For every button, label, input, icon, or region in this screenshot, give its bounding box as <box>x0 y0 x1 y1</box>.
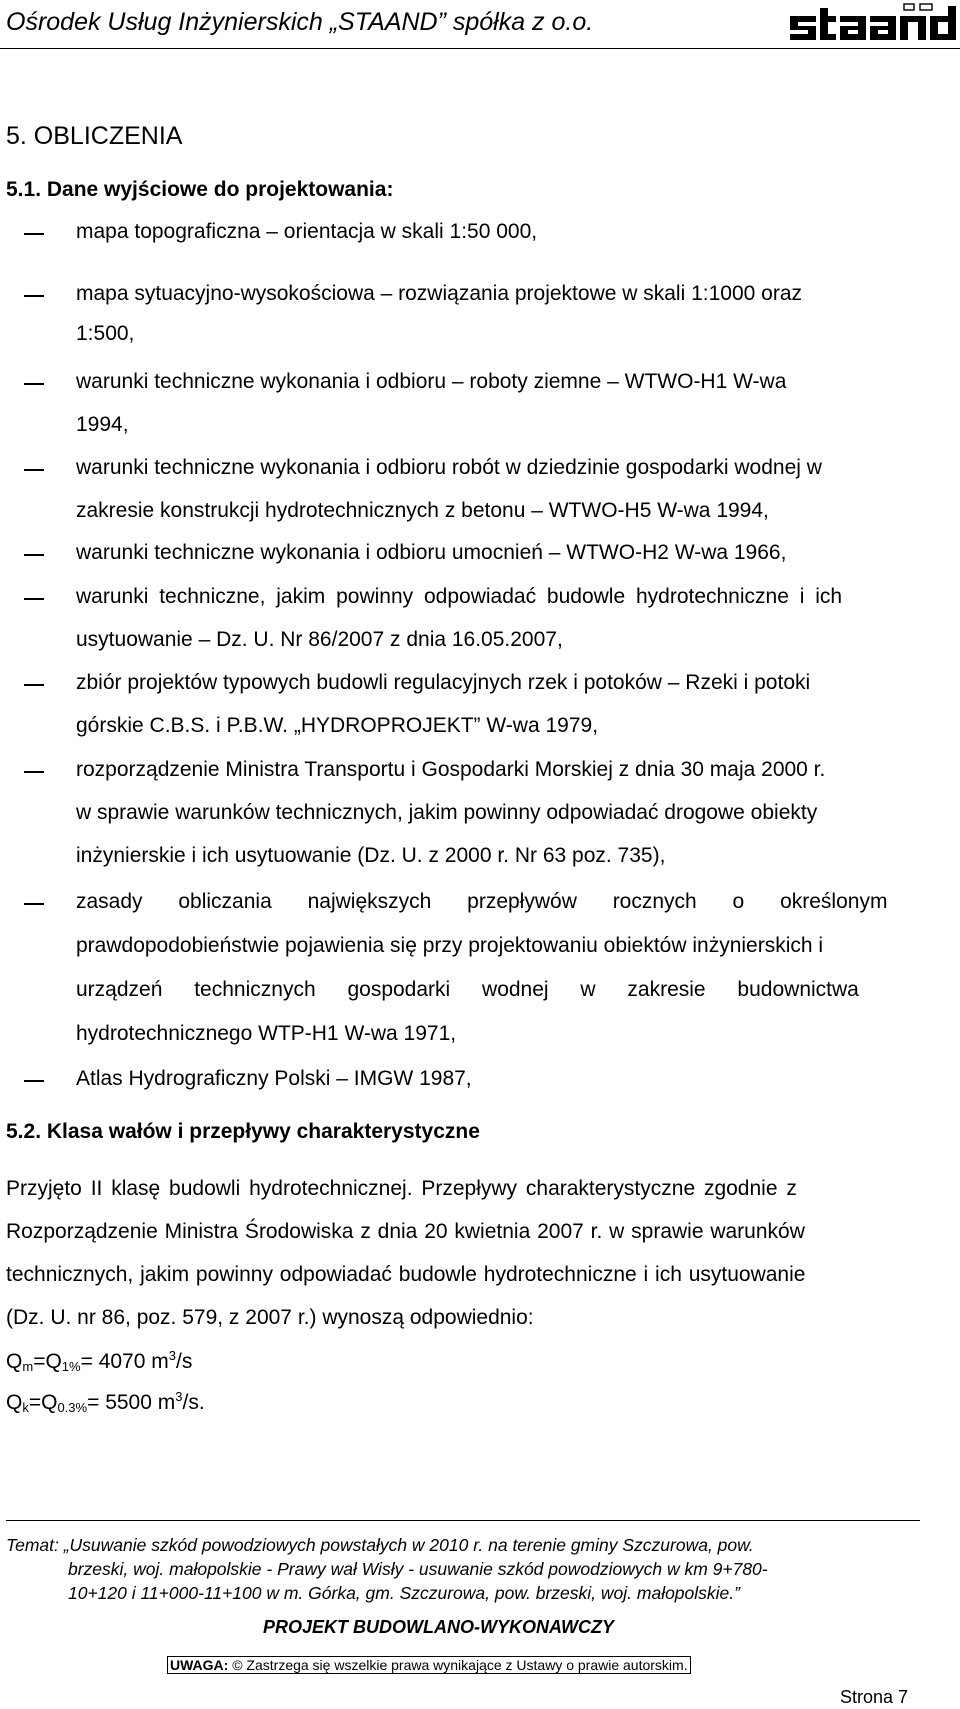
formula-sub: m <box>22 1359 34 1374</box>
list-item-cont: w sprawie warunków technicznych, jakim powinny odpowiadać drogowe obiekty <box>76 801 818 824</box>
list-item: warunki techniczne wykonania i odbioru – roboty ziemne – WTWO-H1 W-wa <box>76 370 787 393</box>
list-item: mapa topograficzna – orientacja w skali 1:50 000, <box>76 220 538 243</box>
staand-logo <box>788 2 958 46</box>
footer-topic-line: brzeski, woj. małopolskie - Prawy wał Wisły - usuwanie szkód powodziowych w km 9+780- <box>68 1559 768 1579</box>
notice-text: © Zastrzega się wszelkie prawa wynikające z Ustawy o prawie autorskim. <box>232 1657 688 1673</box>
formula-unit: /s <box>175 1350 193 1373</box>
paragraph-line: Rozporządzenie Ministra Środowiska z dnia 20 kwietnia 2007 r. w sprawie warunków <box>6 1220 805 1243</box>
list-dash <box>24 1080 44 1082</box>
project-type: PROJEKT BUDOWLANO-WYKONAWCZY <box>263 1617 614 1637</box>
page-header <box>0 0 960 49</box>
list-item: zbiór projektów typowych budowli regulacyjnych rzek i potoków – Rzeki i potoki <box>76 671 811 694</box>
company-name: Ośrodek Usług Inżynierskich „STAAND” spółka z o.o. <box>6 8 594 36</box>
list-item: Atlas Hydrograficzny Polski – IMGW 1987, <box>76 1067 472 1090</box>
formula-value: = 4070 m <box>80 1350 169 1373</box>
notice-label: UWAGA: <box>170 1657 229 1673</box>
list-dash <box>24 598 44 600</box>
list-dash <box>24 684 44 686</box>
section-title: 5. OBLICZENIA <box>6 122 183 150</box>
formula-qm <box>6 1348 192 1374</box>
footer-divider <box>6 1520 920 1521</box>
list-item: warunki techniczne wykonania i odbioru umocnień – WTWO-H2 W-wa 1966, <box>76 541 787 564</box>
page-number: Strona 7 <box>840 1687 909 1707</box>
formula-sub: 1% <box>61 1359 81 1374</box>
subsection-title: 5.2. Klasa wałów i przepływy charakterystyczne <box>6 1120 480 1143</box>
paragraph-line: technicznych, jakim powinny odpowiadać budowle hydrotechniczne i ich usytuowanie <box>6 1263 806 1286</box>
list-item: warunki techniczne, jakim powinny odpowiadać budowle hydrotechniczne i ich <box>76 585 843 608</box>
list-item-cont: górskie C.B.S. i P.B.W. „HYDROPROJEKT” W-wa 1979, <box>76 714 599 737</box>
list-dash <box>24 383 44 385</box>
list-dash <box>24 469 44 471</box>
footer-topic-line: Temat: „Usuwanie szkód powodziowych powstałych w 2010 r. na terenie gminy Szczurowa, pow. <box>6 1535 754 1555</box>
formula-symbol: =Q <box>28 1391 58 1414</box>
formula-sub: k <box>22 1400 29 1415</box>
list-item-cont: 1:500, <box>76 322 135 345</box>
formula-exp: 3 <box>175 1389 183 1404</box>
list-dash <box>24 903 44 905</box>
formula-symbol: Q <box>6 1350 23 1373</box>
list-item: warunki techniczne wykonania i odbioru robót w dziedzinie gospodarki wodnej w <box>76 456 822 479</box>
list-item-cont: inżynierskie i ich usytuowanie (Dz. U. z 2000 r. Nr 63 poz. 735), <box>76 844 666 867</box>
copyright-notice <box>167 1656 691 1674</box>
list-dash <box>24 233 44 235</box>
paragraph-line: (Dz. U. nr 86, poz. 579, z 2007 r.) wynoszą odpowiednio: <box>6 1306 534 1329</box>
list-dash <box>24 771 44 773</box>
formula-unit: /s. <box>182 1391 205 1414</box>
list-item: zasady obliczania największych przepływów rocznych o określonym <box>76 890 888 913</box>
list-item-cont: usytuowanie – Dz. U. Nr 86/2007 z dnia 16.05.2007, <box>76 628 563 651</box>
list-item-cont: zakresie konstrukcji hydrotechnicznych z betonu – WTWO-H5 W-wa 1994, <box>76 499 769 522</box>
subsection-title: 5.1. Dane wyjściowe do projektowania: <box>6 178 394 201</box>
footer-topic-line: 10+120 i 11+000-11+100 w m. Górka, gm. Szczurowa, pow. brzeski, woj. małopolskie.” <box>68 1583 740 1603</box>
formula-qk <box>6 1389 205 1415</box>
list-item-cont: urządzeń technicznych gospodarki wodnej w zakresie budownictwa <box>76 978 859 1001</box>
formula-symbol: Q <box>6 1391 23 1414</box>
list-item-cont: 1994, <box>76 413 129 436</box>
formula-sub: 0.3% <box>57 1400 88 1415</box>
list-item <box>76 282 959 306</box>
formula-value: = 5500 m <box>87 1391 176 1414</box>
formula-symbol: =Q <box>33 1350 62 1373</box>
formula-exp: 3 <box>168 1348 176 1363</box>
text-line: mapa sytuacyjno-wysokościowa – rozwiązania projektowe w skali 1:1000 oraz <box>76 282 803 305</box>
paragraph-line: Przyjęto II klasę budowli hydrotechnicznej. Przepływy charakterystyczne zgodnie z <box>6 1177 797 1200</box>
list-item-cont: hydrotechnicznego WTP-H1 W-wa 1971, <box>76 1022 457 1045</box>
list-item-cont: prawdopodobieństwie pojawienia się przy projektowaniu obiektów inżynierskich i <box>76 934 824 957</box>
list-dash <box>24 554 44 556</box>
list-item: rozporządzenie Ministra Transportu i Gospodarki Morskiej z dnia 30 maja 2000 r. <box>76 758 826 781</box>
list-dash <box>24 295 44 297</box>
